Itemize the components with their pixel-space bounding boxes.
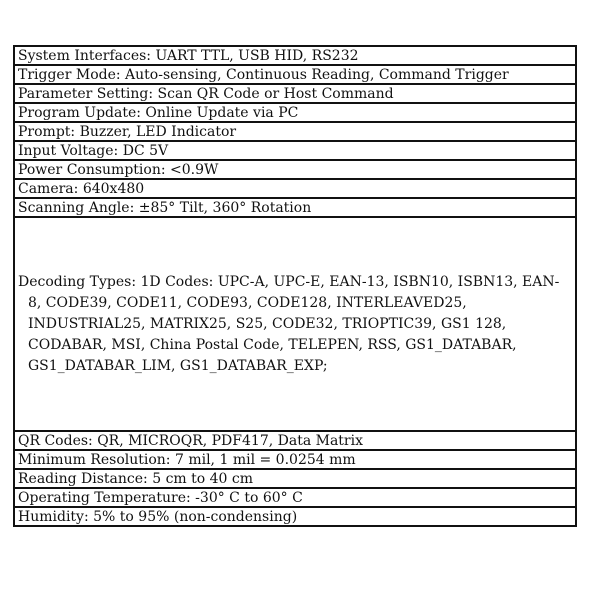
specification-table xyxy=(13,45,577,527)
spec-row-qr-codes xyxy=(14,431,576,450)
spec-row-reading-distance xyxy=(14,469,576,488)
spec-scanning-angle: Scanning Angle: ±85° Tilt, 360° Rotation xyxy=(14,198,576,217)
spec-humidity: Humidity: 5% to 95% (non-condensing) xyxy=(14,507,576,526)
spec-row-scanning-angle xyxy=(14,198,576,217)
spec-input-voltage: Input Voltage: DC 5V xyxy=(14,141,576,160)
spec-decoding-types-cell xyxy=(14,217,576,431)
spec-row-minimum-resolution xyxy=(14,450,576,469)
spec-row-trigger-mode xyxy=(14,65,576,84)
spec-system-interfaces: System Interfaces: UART TTL, USB HID, RS232 xyxy=(14,46,576,65)
spec-row-system-interfaces xyxy=(14,46,576,65)
spec-row-prompt xyxy=(14,122,576,141)
spec-decoding-types: Decoding Types: 1D Codes: UPC-A, UPC-E, EAN-13, ISBN10, ISBN13, EAN-8, CODE39, CODE11, CODE93, CODE128, INTERLEAVED25, INDUSTRIAL25, MATRIX25, S25, CODE32, TRIOPTIC39, GS1 128, CODABAR, MSI, China Postal Code, TELEPEN, RSS, GS1_DATABAR, GS1_DATABAR_LIM, GS1_DATABAR_EXP; xyxy=(18,273,560,374)
spec-prompt: Prompt: Buzzer, LED Indicator xyxy=(14,122,576,141)
spec-camera: Camera: 640x480 xyxy=(14,179,576,198)
spec-power-consumption: Power Consumption: <0.9W xyxy=(14,160,576,179)
spec-row-humidity xyxy=(14,507,576,526)
spec-row-operating-temperature xyxy=(14,488,576,507)
spec-minimum-resolution: Minimum Resolution: 7 mil, 1 mil = 0.0254 mm xyxy=(14,450,576,469)
spec-program-update: Program Update: Online Update via PC xyxy=(14,103,576,122)
spec-qr-codes: QR Codes: QR, MICROQR, PDF417, Data Matrix xyxy=(14,431,576,450)
spec-parameter-setting: Parameter Setting: Scan QR Code or Host Command xyxy=(14,84,576,103)
spec-trigger-mode: Trigger Mode: Auto-sensing, Continuous Reading, Command Trigger xyxy=(14,65,576,84)
spec-row-input-voltage xyxy=(14,141,576,160)
spec-row-parameter-setting xyxy=(14,84,576,103)
spec-row-camera xyxy=(14,179,576,198)
spec-row-power-consumption xyxy=(14,160,576,179)
spec-operating-temperature: Operating Temperature: -30° C to 60° C xyxy=(14,488,576,507)
spec-row-decoding-types xyxy=(14,217,576,431)
spec-reading-distance: Reading Distance: 5 cm to 40 cm xyxy=(14,469,576,488)
spec-row-program-update xyxy=(14,103,576,122)
